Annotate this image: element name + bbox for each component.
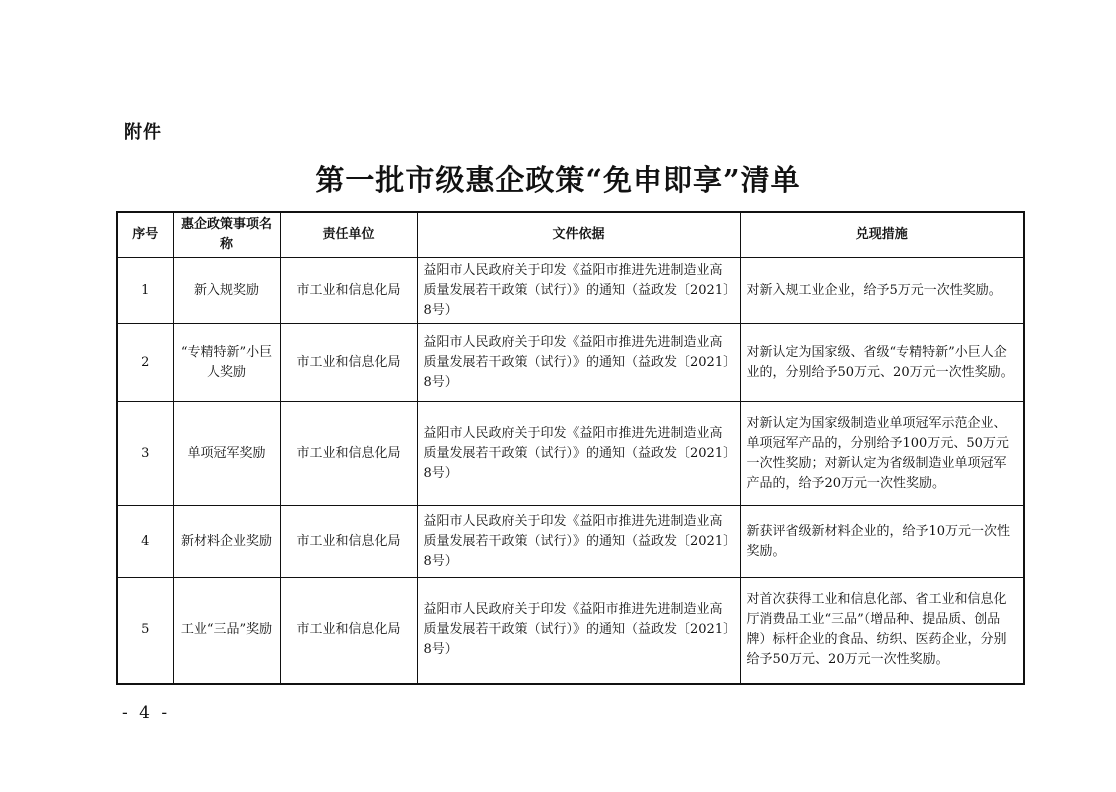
col-header-unit: 责任单位 — [280, 212, 417, 258]
cell-basis: 益阳市人民政府关于印发《益阳市推进先进制造业高质量发展若干政策（试行）》的通知（益政发〔2021〕8号） — [417, 402, 740, 506]
cell-basis: 益阳市人民政府关于印发《益阳市推进先进制造业高质量发展若干政策（试行）》的通知（益政发〔2021〕8号） — [417, 258, 740, 324]
table-row — [117, 324, 1024, 402]
cell-measure: 对新认定为国家级、省级“专精特新”小巨人企业的，分别给予50万元、20万元一次性奖励。 — [740, 324, 1024, 402]
cell-basis: 益阳市人民政府关于印发《益阳市推进先进制造业高质量发展若干政策（试行）》的通知（益政发〔2021〕8号） — [417, 578, 740, 684]
cell-basis: 益阳市人民政府关于印发《益阳市推进先进制造业高质量发展若干政策（试行）》的通知（益政发〔2021〕8号） — [417, 324, 740, 402]
cell-measure: 对新入规工业企业，给予5万元一次性奖励。 — [740, 258, 1024, 324]
cell-basis: 益阳市人民政府关于印发《益阳市推进先进制造业高质量发展若干政策（试行）》的通知（益政发〔2021〕8号） — [417, 506, 740, 578]
table-row — [117, 506, 1024, 578]
cell-unit: 市工业和信息化局 — [280, 578, 417, 684]
table-header-row — [117, 212, 1024, 258]
cell-unit: 市工业和信息化局 — [280, 402, 417, 506]
table-row — [117, 402, 1024, 506]
cell-measure: 对新认定为国家级制造业单项冠军示范企业、单项冠军产品的，分别给予100万元、50万元一次性奖励；对新认定为省级制造业单项冠军产品的，给予20万元一次性奖励。 — [740, 402, 1024, 506]
cell-no: 1 — [117, 258, 173, 324]
document-title: 第一批市级惠企政策“免申即享”清单 — [315, 163, 801, 197]
cell-no: 2 — [117, 324, 173, 402]
col-header-no: 序号 — [117, 212, 173, 258]
policy-table — [116, 211, 1025, 685]
cell-unit: 市工业和信息化局 — [280, 258, 417, 324]
cell-name: “专精特新”小巨人奖励 — [173, 324, 280, 402]
cell-name: 单项冠军奖励 — [173, 402, 280, 506]
col-header-name: 惠企政策事项名称 — [173, 212, 280, 258]
table-row — [117, 578, 1024, 684]
cell-measure: 新获评省级新材料企业的，给予10万元一次性奖励。 — [740, 506, 1024, 578]
table-row — [117, 258, 1024, 324]
cell-no: 5 — [117, 578, 173, 684]
cell-no: 3 — [117, 402, 173, 506]
cell-name: 工业“三品”奖励 — [173, 578, 280, 684]
cell-name: 新入规奖励 — [173, 258, 280, 324]
page-number: - 4 - — [122, 703, 171, 723]
col-header-measure: 兑现措施 — [740, 212, 1024, 258]
cell-name: 新材料企业奖励 — [173, 506, 280, 578]
col-header-basis: 文件依据 — [417, 212, 740, 258]
cell-unit: 市工业和信息化局 — [280, 506, 417, 578]
cell-measure: 对首次获得工业和信息化部、省工业和信息化厅消费品工业“三品”（增品种、提品质、创品牌）标杆企业的食品、纺织、医药企业，分别给予50万元、20万元一次性奖励。 — [740, 578, 1024, 684]
cell-unit: 市工业和信息化局 — [280, 324, 417, 402]
cell-no: 4 — [117, 506, 173, 578]
attachment-label: 附件 — [124, 122, 162, 143]
